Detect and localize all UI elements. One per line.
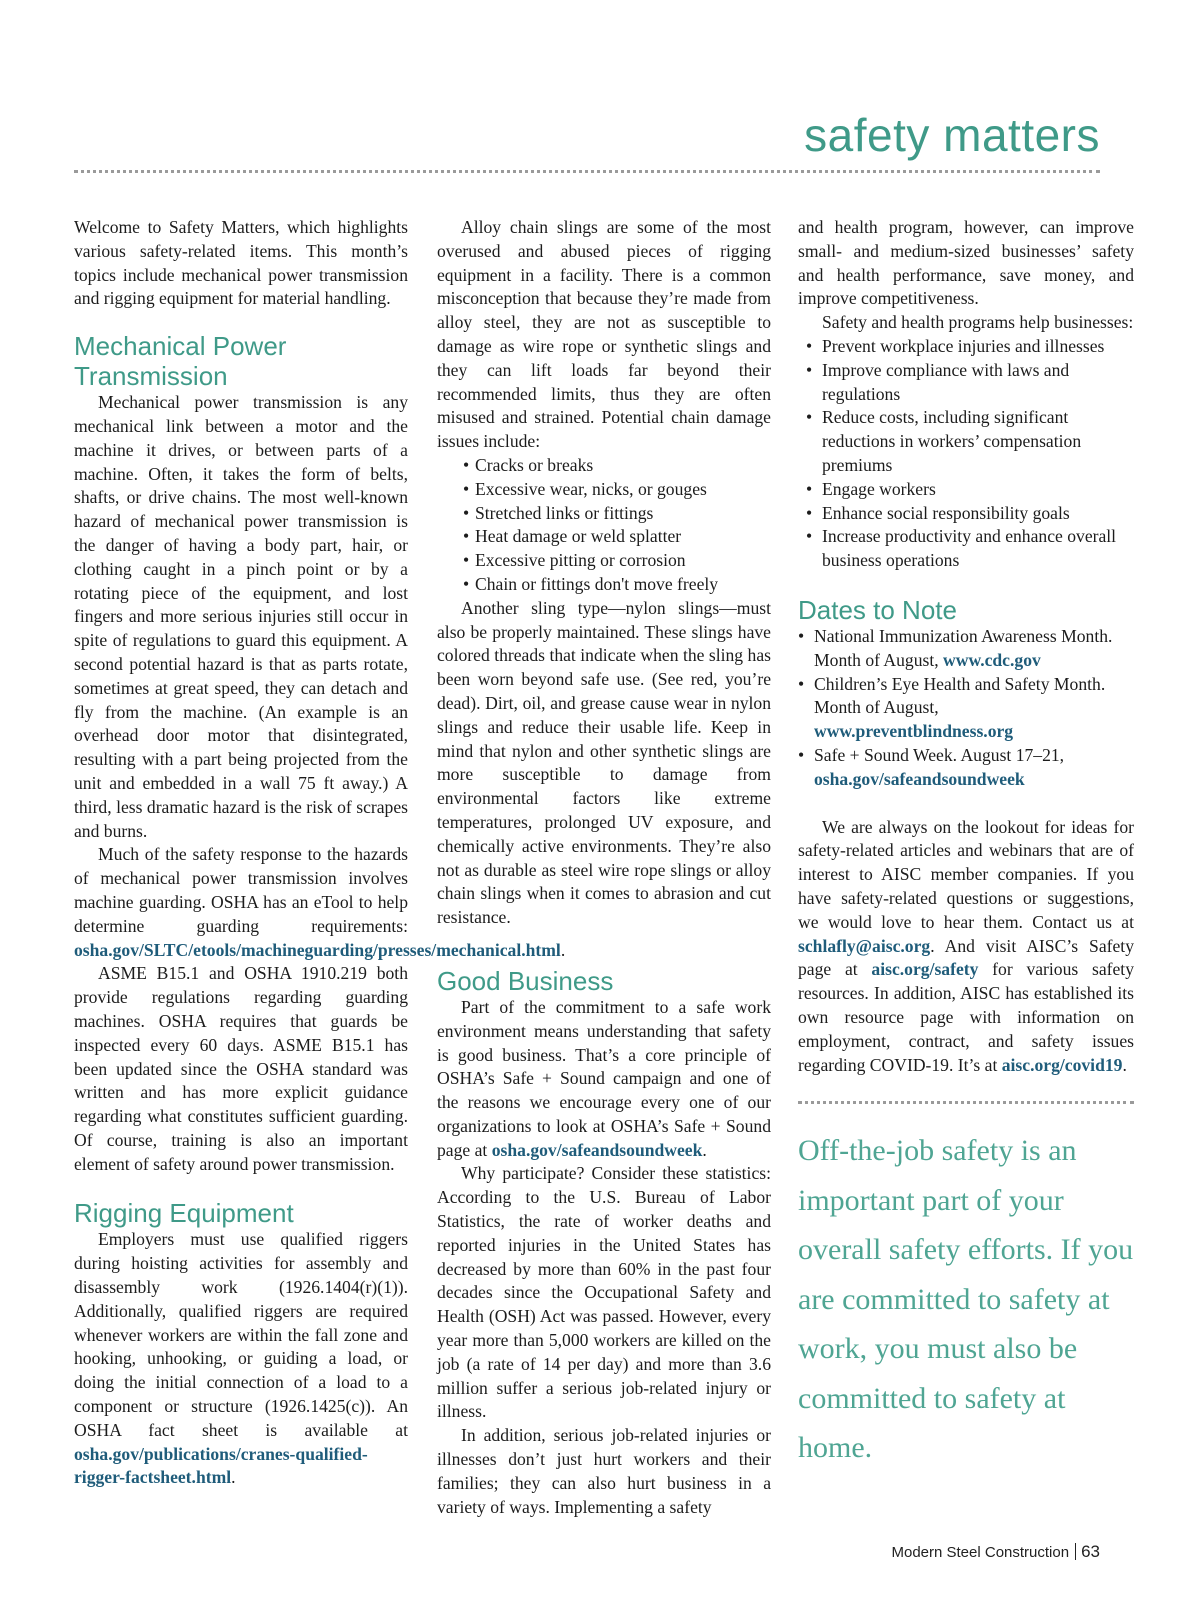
chain-slings-paragraph: Alloy chain slings are some of the most overused and abused pieces of rigging equipment in a facility. There is a common misconception that because they’re made from alloy steel, they are not as susceptible to damage as wire rope or synthetic slings and they can lift loads far beyond their recommended limits, thus they are often misused and strained. Potential chain damage issues include: [437,217,771,452]
safe-and-sound-link[interactable]: osha.gov/safeandsoundweek [491,1139,703,1160]
list-item: • Increase productivity and enhance overall business operations [798,525,1134,573]
list-item: • Chain or fittings don't move freely [437,573,771,597]
list-item: • Stretched links or fittings [437,502,771,526]
chain-damage-list [437,454,771,597]
rigging-paragraph-1-end: . [231,1467,236,1488]
heading-good-business: Good Business [437,965,614,996]
closing-paragraph [798,816,1134,1078]
list-item: • Cracks or breaks [437,454,771,478]
aisc-safety-link[interactable]: aisc.org/safety [871,959,979,980]
nylon-slings-paragraph: Another sling type—nylon slings—must also be properly maintained. These slings have colored threads that indicate when the sling has been worn beyond safe use. (See red, you’re dead). Dirt, oil, and grease cause wear in nylon slings and reduce their usable life. Keep in mind that nylon and other synthetic slings are more susceptible to damage from environmental factors like extreme temperatures, prolonged UV exposure, and chemically active environments. They’re also not as durable as steel wire rope slings or alloy chain slings when it comes to abrasion and cut resistance. [437,597,771,928]
page-footer [891,1542,1100,1562]
list-item [798,673,1134,744]
list-item: • Enhance social responsibility goals [798,502,1134,526]
aisc-covid19-link[interactable]: aisc.org/covid19 [1001,1054,1123,1075]
date-text: Children’s Eye Health and Safety Month. Month of August, [814,673,1106,718]
column-3 [798,216,1134,1473]
list-item: • Heat damage or weld splatter [437,525,771,549]
heading-mechanical-power-transmission: Mechanical Power Transmission [74,331,287,392]
closing-text-1: We are always on the lookout for ideas for safety-related articles and webinars that are of interest to AISC member companies. If you have safety-related questions or suggestions, we would love to hear them. Contact us at [798,816,1134,932]
closing-text-2: . And visit AISC’s Safety page at [798,935,1134,980]
footer-separator [1075,1543,1076,1560]
programs-help-paragraph: Safety and health programs help businesses: [822,312,1134,333]
mechanical-paragraph-2-end: . [560,939,566,960]
good-business-paragraph-1 [437,996,771,1163]
rigging-paragraph-1-text: Employers must use qualified riggers during hoisting activities for assembly and disassembly work (1926.1404(r)(1)). Additionally, qualified riggers are required whenever workers are within the fall zone and hooking, unhooking, or guiding a load, or doing the initial connection of a load to a component or structure (1926.1425(c)). An OSHA fact sheet is available at [74,1229,408,1440]
column-2 [437,216,771,1519]
closing-text-3: for various safety resources. In addition, AISC has established its own resource page with information on employment, contract, and safety issues regarding COVID-19. It’s at [798,959,1134,1075]
benefits-list [798,335,1134,573]
closing-text-4: . [1122,1054,1127,1075]
list-item [798,625,1134,673]
mechanical-paragraph-2-text: Much of the safety response to the hazards of mechanical power transmission involves machine guarding. OSHA has an eTool to help determine guarding requirements: [74,844,408,936]
intro-paragraph: Welcome to Safety Matters, which highlights various safety-related items. This month’s topics include mechanical power transmission and rigging equipment for material handling. [74,217,408,309]
good-business-paragraph-1-end: . [702,1139,707,1160]
safe-and-sound-week-link[interactable]: osha.gov/safeandsoundweek [814,768,1025,789]
list-item: • Excessive pitting or corrosion [437,549,771,573]
heading-rigging-equipment: Rigging Equipment [74,1198,294,1229]
preventblindness-link[interactable]: www.preventblindness.org [814,721,1014,742]
header-divider [74,170,1100,173]
page-number: 63 [1081,1542,1100,1561]
section-title: safety matters [804,109,1100,161]
cdc-link[interactable]: www.cdc.gov [943,649,1041,670]
rigging-paragraph-1 [74,1228,408,1490]
list-item: • Reduce costs, including significant reductions in workers’ compensation premiums [798,406,1134,477]
mechanical-paragraph-3: ASME B15.1 and OSHA 1910.219 both provide regulations regarding guarding machines. OSHA requires that guards be inspected every 60 days. ASME B15.1 has been updated since the OSHA standard was written and has more explicit guidance regarding what constitutes sufficient guarding. Of course, training is also an important element of safety around power transmission. [74,963,408,1174]
pullquote-divider [798,1101,1134,1104]
list-item: • Improve compliance with laws and regulations [798,359,1134,407]
rigger-factsheet-link[interactable]: osha.gov/publications/cranes-qualified-rigger-factsheet.html [74,1443,368,1488]
publication-name: Modern Steel Construction [891,1544,1070,1561]
date-text: National Immunization Awareness Month. Month of August, [814,625,1113,670]
heading-dates-to-note: Dates to Note [798,594,957,625]
list-item: • Engage workers [798,478,1134,502]
good-business-paragraph-2: Why participate? Consider these statistics: According to the U.S. Bureau of Labor Statistics, the rate of worker deaths and reported injuries in the United States has decreased by more than 60% in the past four decades since the Occupational Safety and Health (OSH) Act was passed. However, every year more than 5,000 workers are killed on the job (a rate of 14 per day) and more than 3.6 million suffer a serious job-related injury or illness. [437,1163,771,1422]
mechanical-paragraph-2 [74,843,566,962]
good-business-paragraph-3: In addition, serious job-related injuries or illnesses don’t just hurt workers and their families; they can also hurt business in a variety of ways. Implementing a safety [437,1425,771,1517]
list-item: • Excessive wear, nicks, or gouges [437,478,771,502]
list-item: • Prevent workplace injuries and illnesses [798,335,1134,359]
date-text: Safe + Sound Week. August 17–21, [814,744,1065,765]
email-link[interactable]: schlafly@aisc.org [798,935,931,956]
dates-list [798,625,1134,792]
list-item [798,744,1134,792]
machine-guarding-link[interactable]: osha.gov/SLTC/etools/machineguarding/presses/mechanical.html [74,939,561,960]
pullquote: Off-the-job safety is an important part of your overall safety efforts. If you are committed to safety at work, you must also be committed to safety at home. [798,1134,1134,1465]
mechanical-paragraph-1: Mechanical power transmission is any mechanical link between a motor and the machine it drives, or between parts of a machine. Often, it takes the form of belts, shafts, or drive chains. The most well-known hazard of mechanical power transmission is the danger of having a body part, hair, or clothing caught in a pinch point or by a rotating piece of the equipment, and lost fingers and more serious injuries still occur in spite of regulations to guard this equipment. A second potential hazard is that as parts rotate, sometimes at great speed, they can detach and fly from the machine. (An example is an overhead door motor that disintegrated, resulting with a part being projected from the unit and embedded in a wall 75 ft away.) A third, less dramatic hazard is the risk of scrapes and burns. [74,392,408,841]
continued-paragraph: and health program, however, can improve small- and medium-sized businesses’ safety and health performance, save money, and improve competitiveness. [798,217,1134,309]
good-business-paragraph-1-text: Part of the commitment to a safe work environment means understanding that safety is good business. That’s a core principle of OSHA’s Safe + Sound campaign and one of the reasons we encourage every one of our organizations to look at OSHA’s Safe + Sound page at [437,996,771,1160]
